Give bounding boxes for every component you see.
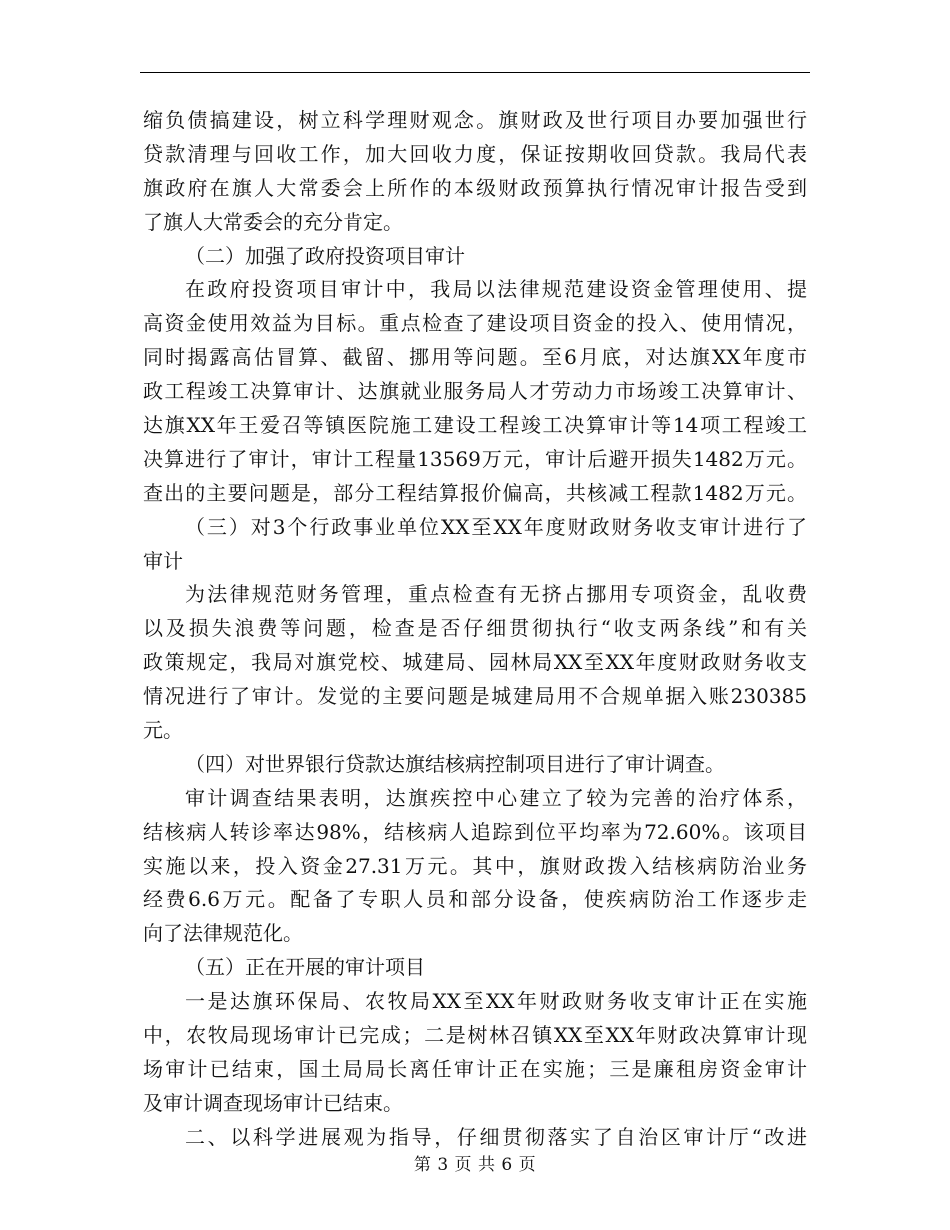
document-body bbox=[143, 104, 807, 1155]
text-line: 达旗XX年王爱召等镇医院施工建设工程竣工决算审计等14项工程竣工 bbox=[143, 413, 807, 438]
section-heading: （二）加强了政府投资项目审计 bbox=[185, 243, 465, 268]
text-line: 旗政府在旗人大常委会上所作的本级财政预算执行情况审计报告受到 bbox=[143, 175, 807, 200]
text-line: 在政府投资项目审计中，我局以法律规范建设资金管理使用、提 bbox=[185, 277, 807, 302]
text-line: 审计调查结果表明，达旗疾控中心建立了较为完善的治疗体系， bbox=[185, 785, 807, 810]
section-heading: （四）对世界银行贷款达旗结核病控制项目进行了审计调查。 bbox=[185, 751, 725, 776]
text-line: 政策规定，我局对旗党校、城建局、园林局XX至XX年度财政财务收支 bbox=[143, 650, 807, 675]
text-line: 中，农牧局现场审计已完成；二是树林召镇XX至XX年财政决算审计现 bbox=[143, 1023, 807, 1048]
section-heading: （五）正在开展的审计项目 bbox=[185, 955, 425, 980]
text-line: 查出的主要问题是，部分工程结算报价偏高，共核减工程款1482万元。 bbox=[143, 480, 807, 505]
text-line: 为法律规范财务管理，重点检查有无挤占挪用专项资金，乱收费 bbox=[185, 582, 807, 607]
text-line: 二、以科学进展观为指导，仔细贯彻落实了自治区审计厅“改进 bbox=[185, 1124, 807, 1149]
text-line: 缩负债搞建设，树立科学理财观念。旗财政及世行项目办要加强世行 bbox=[143, 108, 807, 132]
text-line: 向了法律规范化。 bbox=[143, 921, 303, 946]
text-line: 元。 bbox=[143, 718, 183, 743]
text-line: 场审计已结束，国土局局长离任审计正在实施；三是廉租房资金审计 bbox=[143, 1056, 807, 1081]
text-line: 决算进行了审计，审计工程量13569万元，审计后避开损失1482万元。 bbox=[143, 446, 807, 471]
text-line: 了旗人大常委会的充分肯定。 bbox=[143, 209, 403, 234]
text-line: 结核病人转诊率达98%，结核病人追踪到位平均率为72.60%。该项目 bbox=[143, 819, 807, 844]
text-line: 贷款清理与回收工作，加大回收力度，保证按期收回贷款。我局代表 bbox=[143, 141, 807, 166]
text-line: 实施以来，投入资金27.31万元。其中，旗财政拨入结核病防治业务 bbox=[143, 853, 807, 878]
text-line: 经费6.6万元。配备了专职人员和部分设备，使疾病防治工作逐步走 bbox=[143, 887, 807, 912]
section-heading: （三）对3个行政事业单位XX至XX年度财政财务收支审计进行了 bbox=[185, 514, 807, 539]
text-line: 情况进行了审计。发觉的主要问题是城建局用不合规单据入账230385 bbox=[143, 684, 807, 709]
text-line: 高资金使用效益为目标。重点检查了建设项目资金的投入、使用情况， bbox=[143, 311, 807, 336]
text-line: 及审计调查现场审计已结束。 bbox=[143, 1090, 403, 1115]
text-line: 政工程竣工决算审计、达旗就业服务局人才劳动力市场竣工决算审计、 bbox=[143, 379, 807, 404]
text-line: 以及损失浪费等问题，检查是否仔细贯彻执行“收支两条线”和有关 bbox=[143, 616, 807, 641]
section-heading-continued: 审计 bbox=[143, 548, 183, 573]
page-number-footer: 第 3 页 共 6 页 bbox=[413, 1155, 537, 1175]
text-line: 同时揭露高估冒算、截留、挪用等问题。至6月底，对达旗XX年度市 bbox=[143, 345, 807, 370]
text-line: 一是达旗环保局、农牧局XX至XX年财政财务收支审计正在实施 bbox=[185, 989, 807, 1014]
header-rule bbox=[140, 72, 810, 73]
